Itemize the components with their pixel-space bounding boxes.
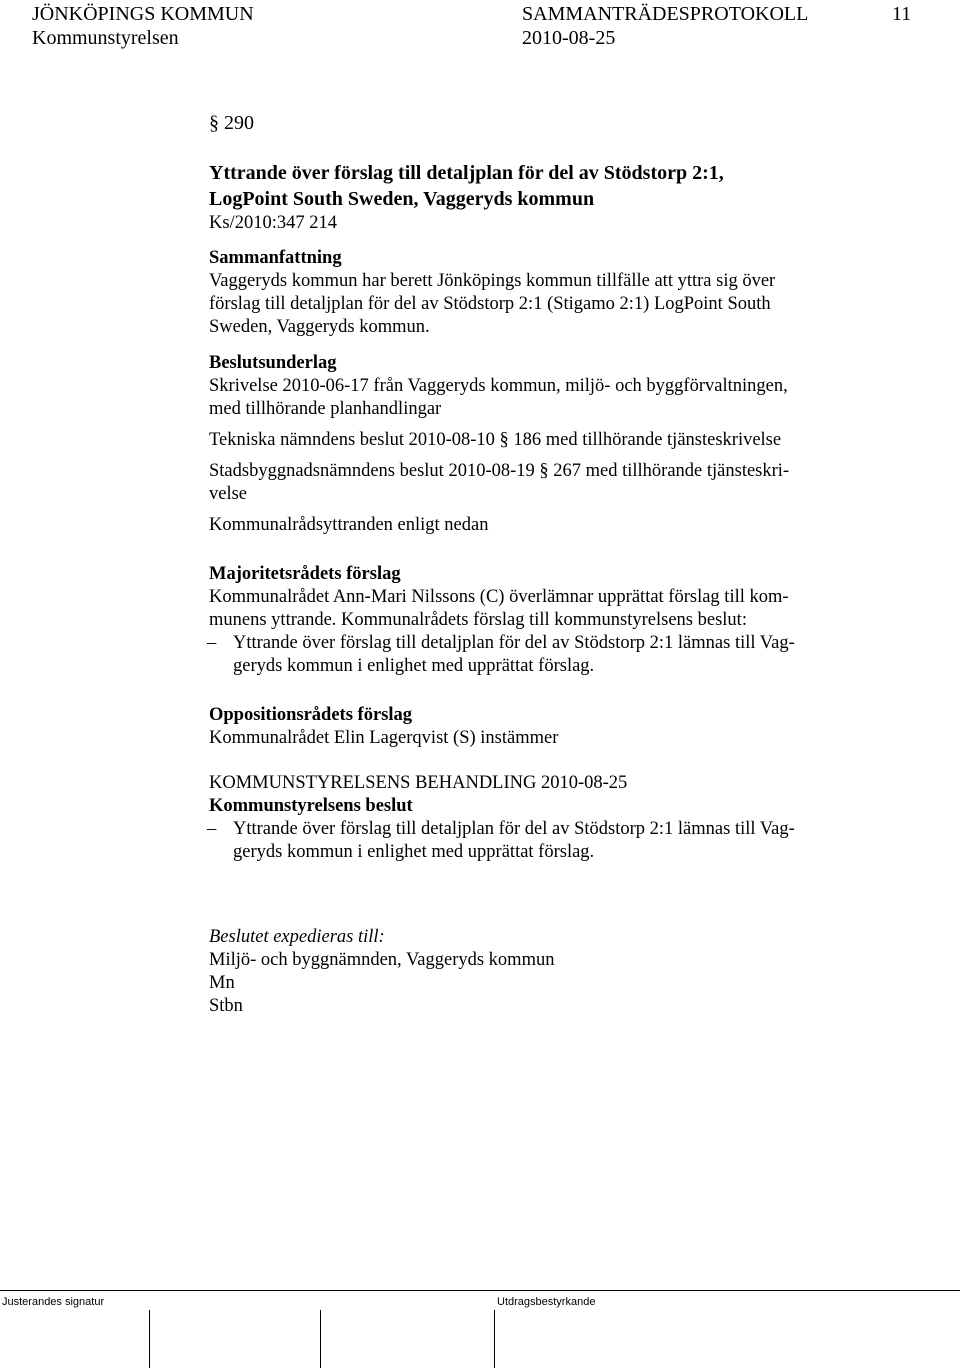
dash-bullet: – [207,819,217,839]
distribution-recipient: Miljö- och byggnämnden, Vaggeryds kommun [209,950,555,970]
header-org: JÖNKÖPINGS KOMMUN [32,3,254,25]
signature-box-divider [320,1310,321,1368]
majority-proposal-line: geryds kommun i enlighet med upprättat förslag. [233,656,595,676]
header-protocol: SAMMANTRÄDESPROTOKOLL [522,3,809,25]
handling-heading: KOMMUNSTYRELSENS BEHANDLING 2010-08-25 [209,773,628,793]
basis-item: velse [209,484,248,504]
summary-heading: Sammanfattning [209,248,342,268]
basis-item: Skrivelse 2010-06-17 från Vaggeryds kommun, miljö- och byggförvaltningen, [209,376,788,396]
footer-signature-label: Justerandes signatur [2,1296,105,1308]
basis-heading: Beslutsunderlag [209,353,337,373]
decision-item [209,818,869,864]
footer-certification-label: Utdragsbestyrkande [497,1296,596,1308]
summary-line: förslag till detaljplan för del av Stödstorp 2:1 (Stigamo 2:1) LogPoint South [209,294,771,314]
distribution-heading: Beslutet expedieras till: [209,927,385,947]
section-number: § 290 [209,112,254,134]
header-date: 2010-08-25 [522,27,616,49]
basis-item: Stadsbyggnadsnämndens beslut 2010-08-19 § 267 med tillhörande tjänsteskri- [209,461,790,481]
section-title-line1: Yttrande över förslag till detaljplan för del av Stödstorp 2:1, [209,162,724,184]
majority-heading: Majoritetsrådets förslag [209,564,401,584]
summary-line: Sweden, Vaggeryds kommun. [209,317,430,337]
footer-rule [0,1290,960,1291]
majority-proposal-line: Yttrande över förslag till detaljplan för del av Stödstorp 2:1 lämnas till Vag- [233,633,795,653]
decision-line: Yttrande över förslag till detaljplan för del av Stödstorp 2:1 lämnas till Vag- [233,819,795,839]
basis-item: med tillhörande planhandlingar [209,399,442,419]
summary-line: Vaggeryds kommun har berett Jönköpings kommun tillfälle att yttra sig över [209,271,776,291]
basis-item: Kommunalrådsyttranden enligt nedan [209,515,489,535]
header-dept: Kommunstyrelsen [32,27,179,49]
distribution-recipient: Stbn [209,996,243,1016]
page-number: 11 [892,3,912,25]
majority-text: munens yttrande. Kommunalrådets förslag till kommunstyrelsens beslut: [209,610,747,630]
opposition-text: Kommunalrådet Elin Lagerqvist (S) instämmer [209,728,559,748]
basis-item: Tekniska nämndens beslut 2010-08-10 § 186 med tillhörande tjänsteskrivelse [209,430,782,450]
decision-heading: Kommunstyrelsens beslut [209,796,413,816]
majority-proposal-item [209,632,869,678]
signature-box-divider [149,1310,150,1368]
majority-text: Kommunalrådet Ann-Mari Nilssons (C) överlämnar upprättat förslag till kom- [209,587,789,607]
case-reference: Ks/2010:347 214 [209,213,337,233]
opposition-heading: Oppositionsrådets förslag [209,705,413,725]
signature-box-divider [494,1310,495,1368]
decision-line: geryds kommun i enlighet med upprättat förslag. [233,842,595,862]
dash-bullet: – [207,633,217,653]
document-body [209,110,869,1018]
section-title-line2: LogPoint South Sweden, Vaggeryds kommun [209,188,595,210]
distribution-recipient: Mn [209,973,235,993]
